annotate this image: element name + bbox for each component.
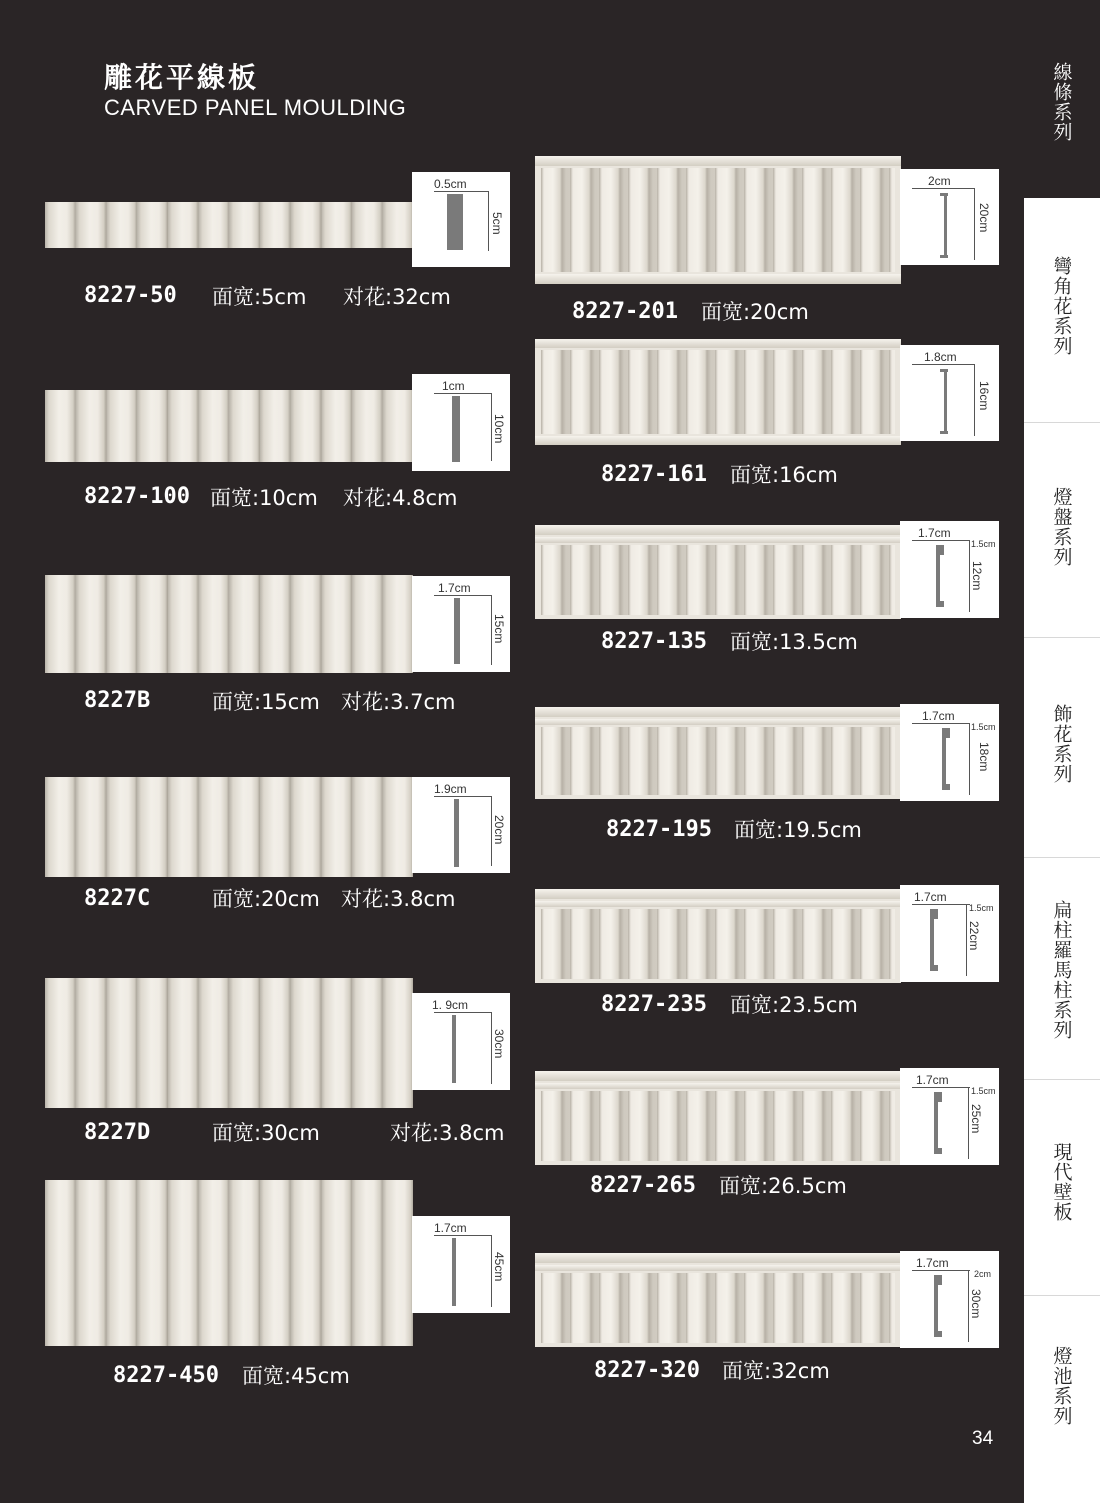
product-code: 8227-265 xyxy=(590,1173,696,1198)
sidebar-tab-corner-flowers[interactable]: 彎角花系列 xyxy=(1024,198,1100,423)
product-width: 面宽:45cm xyxy=(242,1364,350,1388)
product-width: 面宽:30cm xyxy=(212,1121,320,1145)
moulding-8227D-image xyxy=(45,978,413,1108)
product-width: 面宽:5cm xyxy=(212,285,307,309)
page-number: 34 xyxy=(972,1428,994,1449)
product-repeat: 对花:4.8cm xyxy=(343,486,458,510)
moulding-8227-161-image xyxy=(535,339,901,445)
product-code: 8227-161 xyxy=(601,462,707,487)
product-repeat: 对花:3.8cm xyxy=(390,1121,505,1145)
product-repeat: 对花:32cm xyxy=(343,285,451,309)
moulding-8227-320-image xyxy=(535,1253,901,1347)
moulding-8227-100-image xyxy=(45,390,413,462)
profile-section-shape xyxy=(454,799,459,867)
sidebar-tab-pilasters-columns[interactable]: 扁柱羅馬柱系列 xyxy=(1024,858,1100,1080)
sidebar-tab-modern-wall-panels[interactable]: 現代壁板 xyxy=(1024,1080,1100,1296)
profile-section-shape xyxy=(452,1238,456,1306)
product-code: 8227-100 xyxy=(84,484,190,509)
moulding-8227-135-image xyxy=(535,525,901,619)
profile-8227C: 1.9cm 20cm xyxy=(412,777,510,873)
product-width: 面宽:23.5cm xyxy=(730,993,858,1017)
product-code: 8227-201 xyxy=(572,299,678,324)
product-code: 8227-320 xyxy=(594,1358,700,1383)
product-code: 8227D xyxy=(84,1120,151,1145)
product-width: 面宽:20cm xyxy=(701,300,809,324)
profile-section-shape xyxy=(452,1015,456,1083)
product-width: 面宽:13.5cm xyxy=(730,630,858,654)
moulding-8227-50-image xyxy=(45,202,413,248)
product-width: 面宽:10cm xyxy=(210,486,318,510)
product-repeat: 对花:3.7cm xyxy=(341,690,456,714)
moulding-8227-450-image xyxy=(45,1180,413,1346)
sidebar-tab-ornaments[interactable]: 飾花系列 xyxy=(1024,638,1100,858)
profile-section-shape xyxy=(944,193,947,257)
product-width: 面宽:19.5cm xyxy=(734,818,862,842)
profile-section-shape xyxy=(452,396,460,462)
product-repeat: 对花:3.8cm xyxy=(341,887,456,911)
product-code: 8227-450 xyxy=(113,1363,219,1388)
product-code: 8227-235 xyxy=(601,992,707,1017)
profile-8227-50: 0.5cm 5cm xyxy=(412,172,510,267)
product-width: 面宽:15cm xyxy=(212,690,320,714)
sidebar-tab-ceiling-light-pools[interactable]: 燈池系列 xyxy=(1050,1346,1073,1426)
page-title: 雕花平線板 xyxy=(104,61,260,94)
profile-8227-161: 1.8cm 16cm xyxy=(900,345,999,441)
moulding-8227-235-image xyxy=(535,889,901,983)
product-width: 面宽:26.5cm xyxy=(719,1174,847,1198)
product-width: 面宽:16cm xyxy=(730,463,838,487)
category-sidebar xyxy=(1024,0,1100,1503)
profile-8227-265: 1.7cm 1.5cm 25cm xyxy=(900,1068,999,1165)
profile-8227-320: 1.7cm 2cm 30cm xyxy=(900,1251,999,1348)
profile-8227-100: 1cm 10cm xyxy=(412,374,510,471)
profile-8227B: 1.7cm 15cm xyxy=(412,576,510,672)
profile-8227-201: 2cm 20cm xyxy=(900,169,999,265)
page-subtitle: CARVED PANEL MOULDING xyxy=(104,95,407,120)
product-code: 8227-50 xyxy=(84,283,177,308)
product-code: 8227B xyxy=(84,688,151,713)
profile-section-shape xyxy=(447,194,463,250)
profile-8227-235: 1.7cm 1.5cm 22cm xyxy=(900,885,999,982)
product-width: 面宽:32cm xyxy=(722,1359,830,1383)
product-width: 面宽:20cm xyxy=(212,887,320,911)
moulding-8227-201-image xyxy=(535,156,901,284)
product-code: 8227C xyxy=(84,886,151,911)
moulding-8227-195-image xyxy=(535,707,901,799)
sidebar-tab-lines[interactable]: 線條系列 xyxy=(1024,0,1100,198)
moulding-8227-265-image xyxy=(535,1071,901,1165)
profile-section-shape xyxy=(944,369,947,433)
profile-section-shape xyxy=(454,598,460,664)
profile-8227-195: 1.7cm 1.5cm 18cm xyxy=(900,704,999,801)
product-code: 8227-135 xyxy=(601,629,707,654)
profile-8227-135: 1.7cm 1.5cm 12cm xyxy=(900,521,999,618)
profile-8227D: 1. 9cm 30cm xyxy=(412,993,510,1090)
product-code: 8227-195 xyxy=(606,817,712,842)
sidebar-tab-ceiling-medallions[interactable]: 燈盤系列 xyxy=(1024,423,1100,638)
profile-8227-450: 1.7cm 45cm xyxy=(412,1216,510,1313)
moulding-8227C-image xyxy=(45,777,413,877)
moulding-8227B-image xyxy=(45,575,413,673)
